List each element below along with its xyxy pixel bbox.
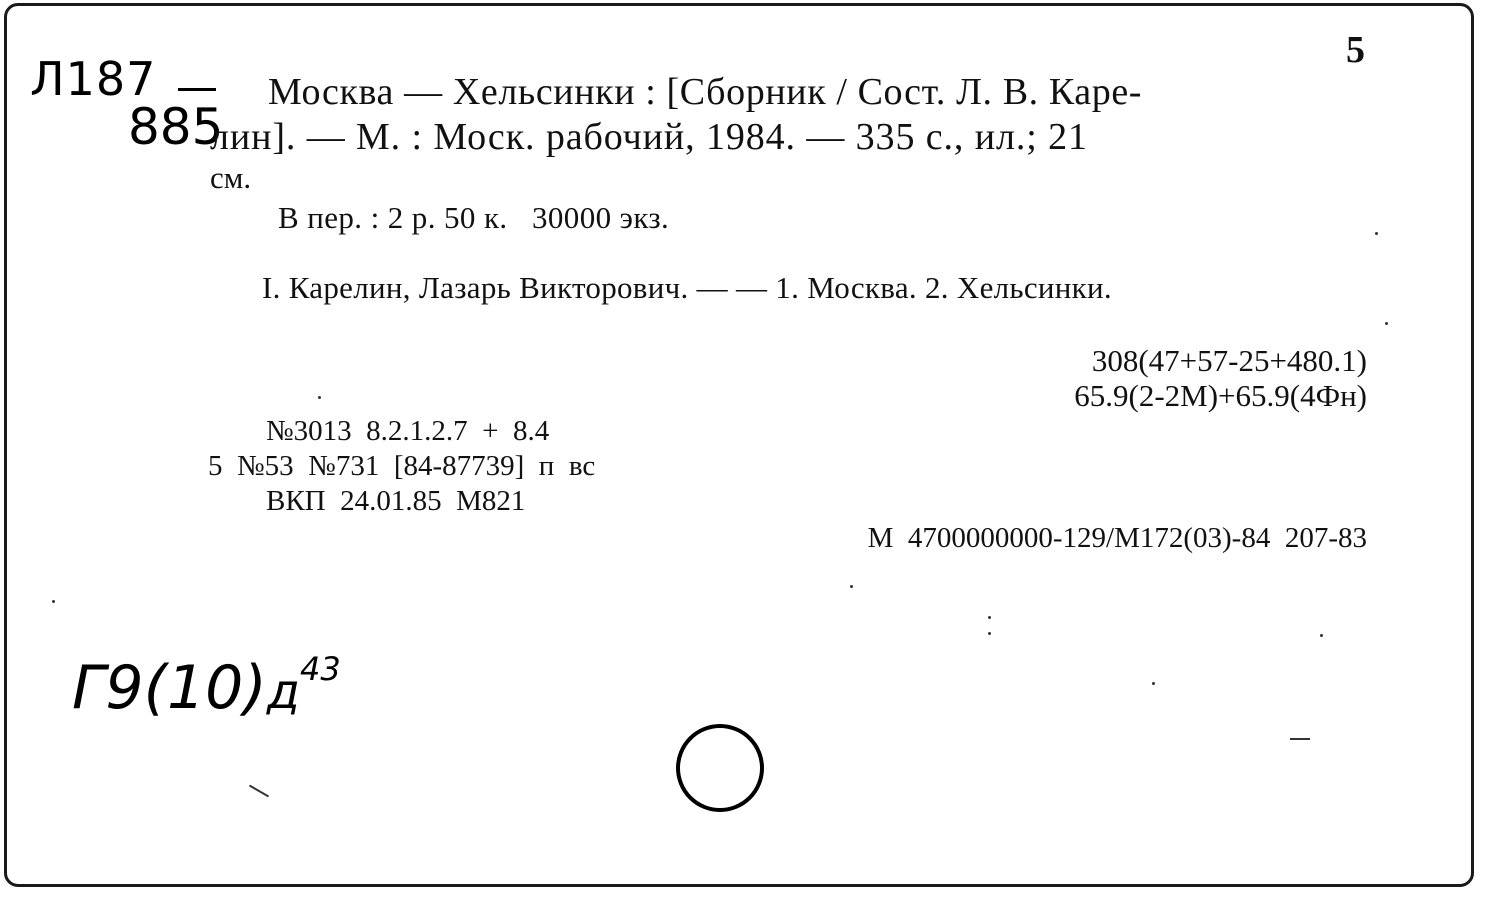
publisher-code: М 4700000000-129/М172(03)-84 207-83 — [867, 522, 1367, 554]
scan-speck — [988, 632, 991, 635]
scan-speck — [850, 585, 853, 588]
card-number: 5 — [1346, 29, 1365, 71]
scan-dash — [1290, 738, 1310, 740]
scan-speck — [1375, 232, 1378, 235]
scan-speck — [1385, 322, 1388, 325]
udc-line-1: 308(47+57-25+480.1) — [1091, 343, 1367, 378]
classification-superscript: 43 — [299, 650, 341, 688]
tracings: I. Карелин, Лазарь Викторович. — — 1. Москва. 2. Хельсинки. — [262, 270, 1112, 305]
registration-line-3: ВКП 24.01.85 М821 — [266, 485, 526, 517]
scan-speck — [318, 396, 321, 399]
scan-speck — [1320, 634, 1323, 637]
entry-line-1: Москва — Хельсинки : [Сборник / Сост. Л. В. Каре- — [268, 71, 1143, 113]
classification-main: Г9(10) — [72, 653, 267, 723]
registration-line-2: 5 №53 №731 [84-87739] п вс — [208, 450, 596, 482]
handwritten-shelf-mark-top: Л187 — [30, 52, 157, 106]
entry-line-3: см. — [210, 160, 252, 195]
registration-line-1: №3013 8.2.1.2.7 + 8.4 — [266, 415, 550, 447]
scan-speck — [52, 600, 55, 603]
price-and-print-run: В пер. : 2 р. 50 к. 30000 экз. — [278, 200, 670, 235]
handwritten-shelf-mark-bottom: 885 — [128, 98, 224, 156]
classification-suffix: д — [266, 664, 300, 720]
entry-line-2: лин]. — М. : Моск. рабочий, 1984. — 335 с., ил.; 21 — [210, 116, 1088, 158]
shelf-mark-divider — [178, 88, 216, 91]
handwritten-classification — [72, 650, 341, 723]
scan-speck — [988, 616, 991, 619]
scan-speck — [1152, 682, 1155, 685]
punch-hole — [676, 724, 764, 812]
bbk-line-2: 65.9(2-2М)+65.9(4Фн) — [1074, 378, 1367, 413]
